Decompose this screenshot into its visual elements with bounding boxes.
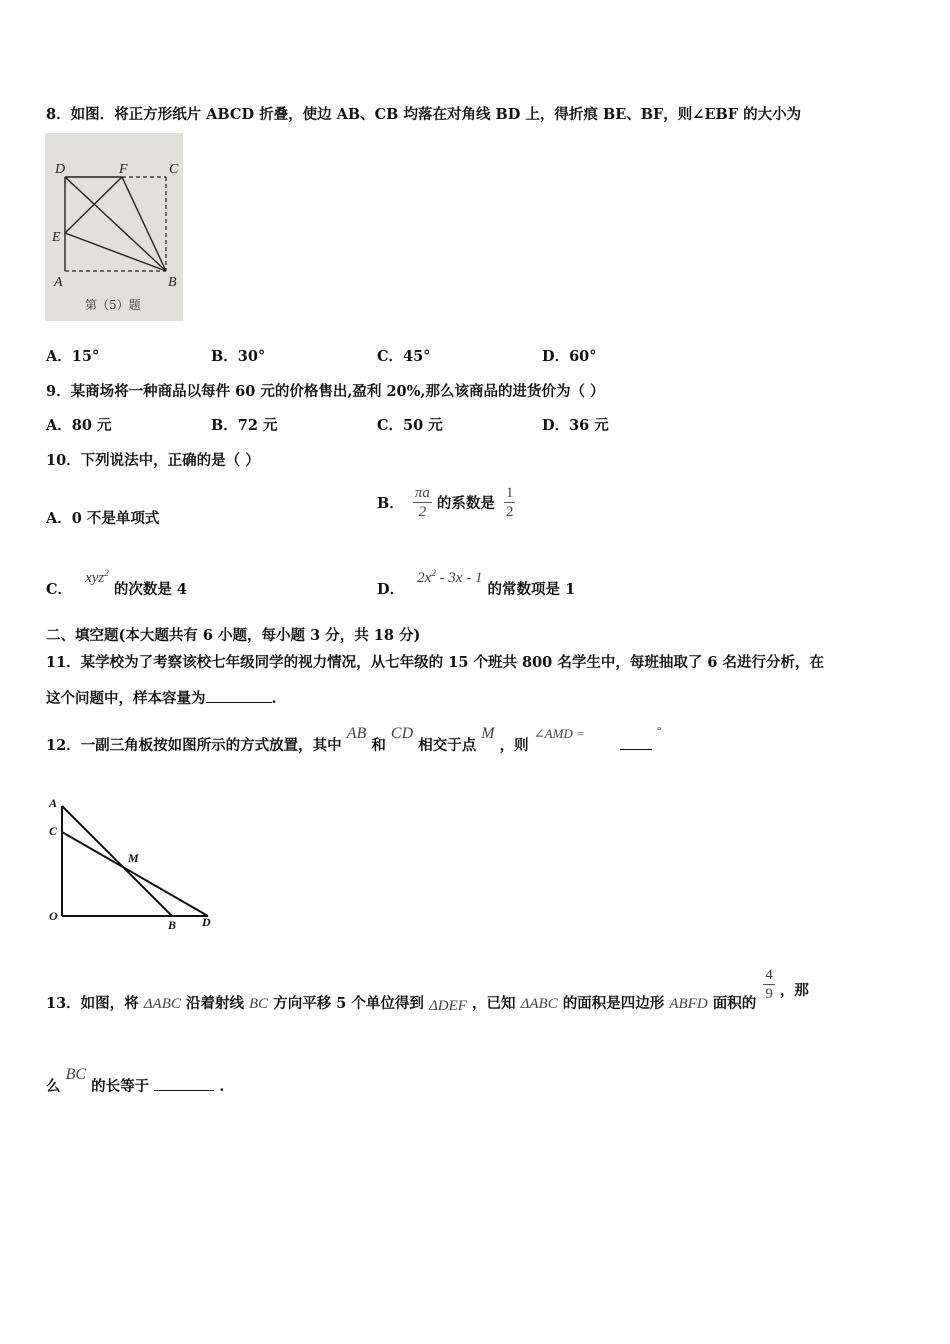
section-2-title: 二、填空题(本大题共有 6 小题，每小题 3 分，共 18 分) xyxy=(46,627,421,644)
q8-stem: 8．如图．将正方形纸片 ABCD 折叠，使边 AB、CB 均落在对角线 BD 上，得折痕 BE、BF，则∠EBF 的大小为 xyxy=(46,106,802,123)
q12-cd: CD xyxy=(390,725,414,742)
q8-label-d: D xyxy=(55,162,66,177)
q12-figure xyxy=(44,790,234,944)
q10-d-expression: $2x^2 - 3x - 1$ xyxy=(417,568,483,586)
q10-b-fraction: $\frac{\pi a}{2}$ xyxy=(414,485,430,520)
q12-diagram xyxy=(44,790,234,940)
q10-c-expression: xyz$^2$ xyxy=(85,568,109,586)
q11-line-2: 这个问题中，样本容量为 . xyxy=(46,690,277,707)
q11-line-1: 11．某学校为了考察该校七年级同学的视力情况，从七年级的 15 个班共 800 名学生中，每班抽取了 6 名进行分析，在 xyxy=(46,654,824,671)
q12-label-c: C xyxy=(49,824,58,838)
q12-label-o: O xyxy=(49,909,58,923)
q13-line-1: 13．如图，将 ΔABC 沿着射线 BC 方向平移 5 个单位得到 ΔDEF ，已知 ΔABC 的面积是四边形 ABFD 面积的 $\frac{4}{9}$ ，那 xyxy=(46,967,809,1014)
q12-m: M xyxy=(481,725,495,742)
q9-option-b: B．72 元 xyxy=(211,417,278,434)
q8-option-b: B．30° xyxy=(211,348,266,365)
q8-option-d: D．60° xyxy=(542,348,597,365)
q10-b-coefficient: $\frac{1}{2}$ xyxy=(505,485,514,520)
q8-label-c: C xyxy=(169,162,179,177)
q9-option-c: C．50 元 xyxy=(377,417,443,434)
q12-answer-blank[interactable] xyxy=(620,749,652,750)
q10-option-c: C． xyz$^2$ 的次数是 4 xyxy=(46,568,187,598)
q8-diagram xyxy=(45,133,183,321)
q12-label-d: D xyxy=(202,915,211,929)
q12-ab: AB xyxy=(346,725,367,742)
q9-option-d: D．36 元 xyxy=(542,417,609,434)
q8-label-f: F xyxy=(119,162,128,177)
q9-stem: 9．某商场将一种商品以每件 60 元的价格售出,盈利 20%,那么该商品的进货价为（ ） xyxy=(46,383,605,400)
q13-answer-blank[interactable] xyxy=(154,1090,214,1091)
q12-label-a: A xyxy=(49,796,58,810)
q8-label-b: B xyxy=(168,275,177,290)
q8-label-a: A xyxy=(54,275,63,290)
q13-line-2: 么 BC 的长等于 . xyxy=(46,1066,225,1095)
q10-option-b: B． $\frac{\pi a}{2}$ 的系数是 $\frac{1}{2}$ xyxy=(377,485,514,520)
q8-figure xyxy=(45,133,183,325)
q8-option-c: C．45° xyxy=(377,348,431,365)
q11-answer-blank[interactable] xyxy=(206,702,272,703)
q8-label-e: E xyxy=(52,230,61,245)
q8-option-a: A．15° xyxy=(46,348,100,365)
q12-label-b: B xyxy=(168,918,177,932)
q12-stem: 12．一副三角板按如图所示的方式放置，其中 AB 和 CD 相交于点 M ，则 ∠AMD = ° xyxy=(46,725,662,754)
q10-option-a: A．0 不是单项式 xyxy=(46,510,160,527)
q12-angle: ∠AMD = xyxy=(533,726,585,741)
q13-fraction: $\frac{4}{9}$ xyxy=(765,967,773,1002)
q9-option-a: A．80 元 xyxy=(46,417,112,434)
q12-label-m: M xyxy=(128,851,139,865)
q8-figure-caption: 第（5）题 xyxy=(85,298,141,312)
q10-option-d: D． $2x^2 - 3x - 1$ 的常数项是 1 xyxy=(377,568,576,598)
q10-stem: 10．下列说法中，正确的是（ ） xyxy=(46,452,260,469)
